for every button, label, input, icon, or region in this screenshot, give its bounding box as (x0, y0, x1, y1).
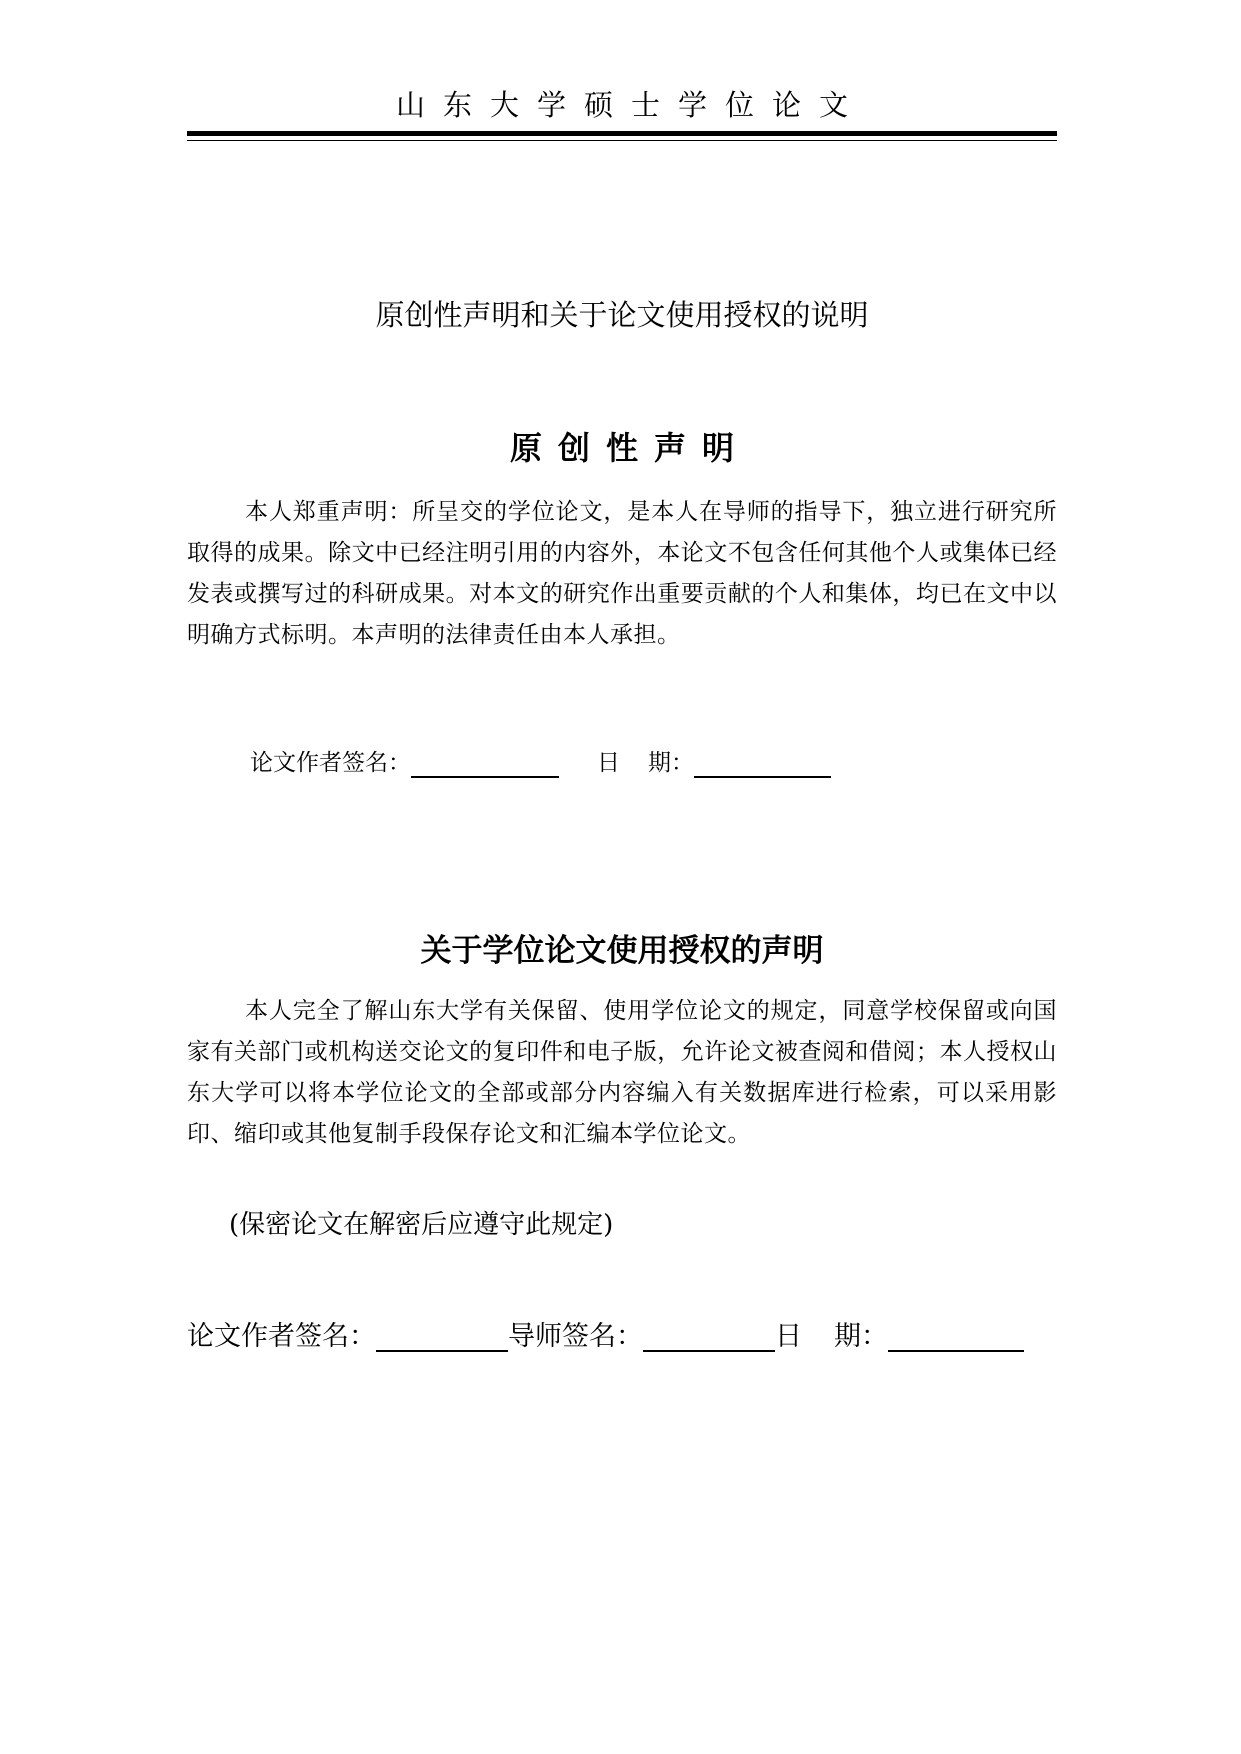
running-header: 山东大学硕士学位论文 (395, 88, 866, 122)
advisor-signature-field[interactable] (643, 1320, 775, 1352)
author-signature-label: 论文作者签名： (250, 750, 411, 776)
date-field[interactable] (888, 1320, 1024, 1352)
date-field[interactable] (694, 750, 831, 778)
authorization-body: 本人完全了解山东大学有关保留、使用学位论文的规定，同意学校保留或向国家有关部门或机构送交论文的复印件和电子版，允许论文被查阅和借阅；本人授权山东大学可以将本学位论文的全部或部分内容编入有关数据库进行检索，可以采用影印、缩印或其他复制手段保存论文和汇编本学位论文。 (187, 998, 1057, 1147)
author-signature-label: 论文作者签名： (187, 1321, 376, 1352)
originality-heading: 原创性声明 (509, 429, 750, 467)
originality-signature-line (250, 748, 831, 778)
date-label-char-1: 日 (775, 1321, 802, 1352)
advisor-signature-label: 导师签名： (508, 1321, 643, 1352)
authorization-heading: 关于学位论文使用授权的声明 (420, 933, 824, 969)
authorization-signature-line (187, 1320, 1024, 1352)
header-rule-thick (187, 131, 1057, 136)
header-rule-thin (187, 140, 1057, 141)
document-title: 原创性声明和关于论文使用授权的说明 (375, 298, 869, 332)
author-signature-field[interactable] (411, 750, 559, 778)
confidentiality-note: (保密论文在解密后应遵守此规定) (229, 1210, 614, 1240)
date-label-char-2: 期： (834, 1321, 888, 1352)
author-signature-field[interactable] (376, 1320, 508, 1352)
date-label-char-1: 日 (597, 750, 620, 776)
originality-body: 本人郑重声明：所呈交的学位论文，是本人在导师的指导下，独立进行研究所取得的成果。除文中已经注明引用的内容外，本论文不包含任何其他个人或集体已经发表或撰写过的科研成果。对本文的研究作出重要贡献的个人和集体，均已在文中以明确方式标明。本声明的法律责任由本人承担。 (187, 499, 1057, 648)
date-label-char-2: 期： (648, 750, 694, 776)
